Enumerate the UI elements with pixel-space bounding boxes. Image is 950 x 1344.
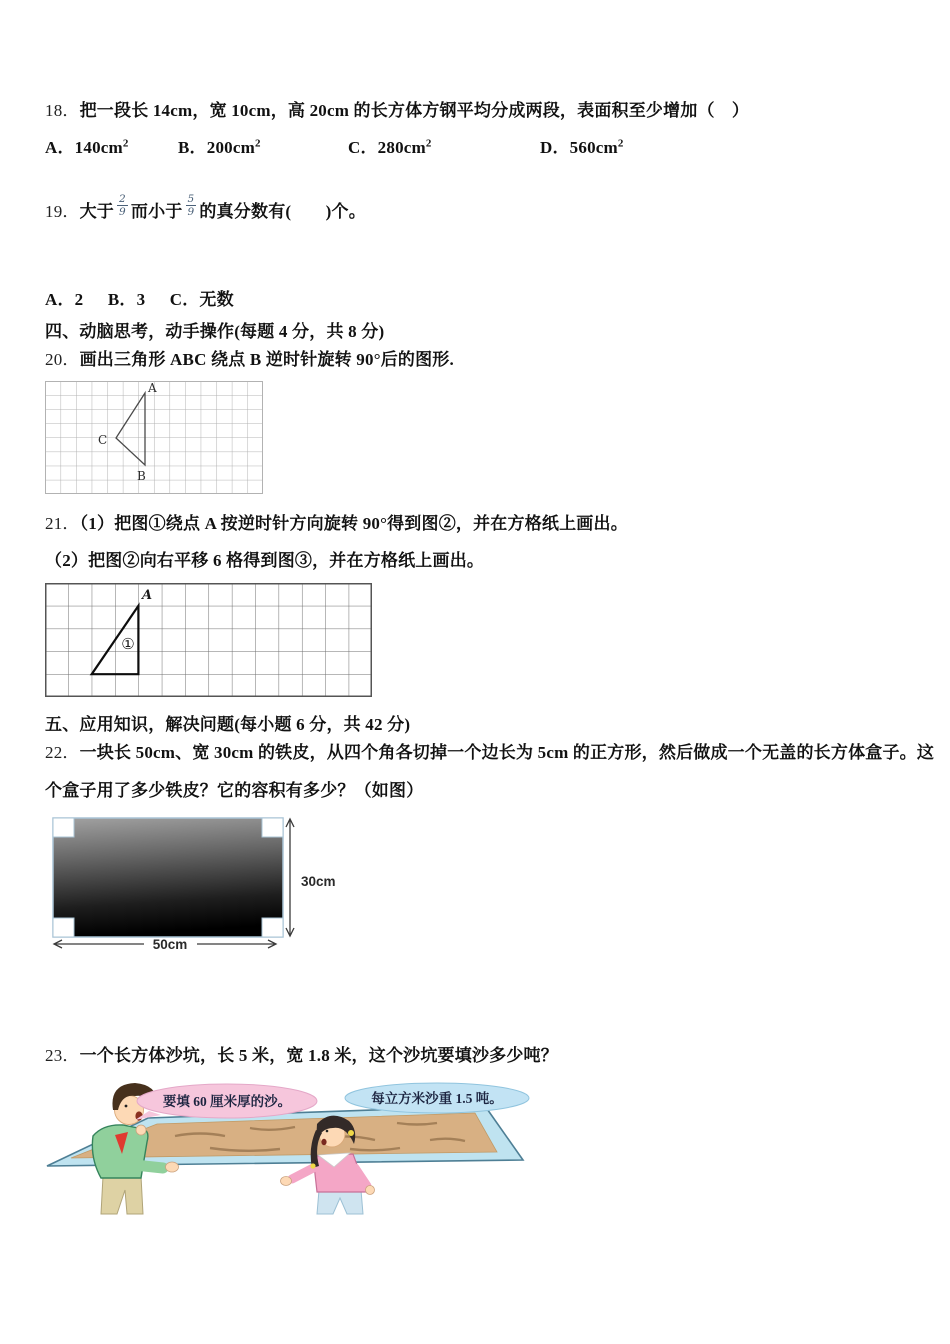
question-23-text: 一个长方体沙坑，长 5 米，宽 1.8 米，这个沙坑要填沙多少吨？ bbox=[79, 1046, 558, 1065]
option-19-b: B．3 bbox=[107, 290, 146, 309]
grid-q20 bbox=[46, 382, 263, 494]
girl-pants bbox=[317, 1190, 363, 1214]
question-23 bbox=[45, 1045, 558, 1066]
width-dimension-label: 50cm bbox=[152, 937, 188, 952]
girl-speech-bubble bbox=[345, 1083, 529, 1113]
question-19-options bbox=[45, 289, 254, 310]
corner-cutout-bottom-right bbox=[262, 918, 283, 937]
question-22-number: 22． bbox=[45, 743, 80, 762]
option-19-c: C．无数 bbox=[169, 290, 234, 309]
vertex-label-c: C bbox=[98, 433, 108, 447]
option-19-a: A．2 bbox=[45, 290, 84, 309]
girl-eye bbox=[326, 1130, 329, 1133]
boy-open-hand bbox=[166, 1162, 179, 1172]
question-23-number: 23． bbox=[45, 1046, 80, 1065]
superscript: 2 bbox=[617, 137, 624, 150]
section-5-header: 五、应用知识，解决问题(每小题 6 分，共 42 分) bbox=[45, 715, 411, 734]
boy-left-sleeve bbox=[125, 1164, 163, 1168]
option-18-c: C．$280cm^2$ bbox=[348, 137, 432, 157]
question-21-text-1: （1）把图①绕点 A 按逆时针方向旋转 90°得到图②，并在方格纸上画出。 bbox=[79, 514, 628, 533]
corner-cutout-bottom-left bbox=[53, 918, 74, 937]
point-label-a: A bbox=[142, 588, 153, 603]
sheet-metal-figure bbox=[45, 808, 355, 958]
girl-right-hand bbox=[366, 1186, 375, 1195]
corner-cutout-top-left bbox=[53, 818, 74, 837]
question-20-number: 20． bbox=[45, 350, 80, 369]
option-18-b: B．$200cm^2$ bbox=[178, 137, 261, 157]
vertex-label-b: B bbox=[137, 469, 146, 483]
question-18 bbox=[45, 100, 749, 121]
grid-figure-q21 bbox=[45, 583, 372, 697]
girl-hair-tie-right bbox=[348, 1130, 354, 1136]
girl-left-hand bbox=[281, 1177, 292, 1186]
option-18-a: A．$140cm^2$ bbox=[45, 137, 129, 157]
boy-pants bbox=[101, 1176, 143, 1214]
superscript: 2 bbox=[254, 137, 261, 150]
boy-pointing-hand bbox=[136, 1125, 146, 1135]
question-21-line-1 bbox=[45, 513, 628, 534]
question-22-line-2: 个盒子用了多少铁皮？它的容积有多少？（如图） bbox=[45, 781, 424, 800]
sandbox-cartoon-figure bbox=[45, 1078, 550, 1220]
height-dimension-label: 30cm bbox=[301, 874, 336, 889]
fraction-2-9: $\frac{2}{9}$ bbox=[119, 193, 126, 219]
height-dimension-arrow bbox=[286, 819, 294, 936]
question-20 bbox=[45, 349, 454, 370]
section-4-header: 四、动脑思考，动手操作(每题 4 分，共 8 分) bbox=[45, 322, 385, 341]
girl-hair-tie-left bbox=[310, 1163, 315, 1168]
sheet-rectangle bbox=[53, 818, 283, 937]
question-22-text-1: 一块长 50cm、宽 30cm 的铁皮，从四个角各切掉一个边长为 5cm 的正方形，然后做成一个无盖的长方体盒子。这 bbox=[79, 743, 935, 762]
option-18-d: D．$560cm^2$ bbox=[540, 137, 624, 157]
question-19-number: 19． bbox=[45, 202, 80, 221]
superscript: 2 bbox=[425, 137, 432, 150]
girl-bubble-text: 每立方米沙重 1.5 吨。 bbox=[371, 1091, 503, 1106]
fraction-5-9: $\frac{5}{9}$ bbox=[187, 193, 195, 219]
question-21-line-2: （2）把图②向右平移 6 格得到图③，并在方格纸上画出。 bbox=[45, 551, 485, 570]
grid-figure-q20 bbox=[45, 381, 263, 494]
boy-bubble-text: 要填 60 厘米厚的沙。 bbox=[162, 1094, 292, 1109]
question-18-options bbox=[45, 137, 624, 158]
question-19 bbox=[45, 193, 366, 233]
question-21-number: 21． bbox=[45, 514, 80, 533]
question-18-text: 把一段长 14cm，宽 10cm，高 20cm 的长方体方钢平均分成两段，表面积至少增加（ ） bbox=[79, 101, 750, 120]
question-19-text-mid: 而小于 bbox=[130, 202, 183, 221]
question-20-text: 画出三角形 ABC 绕点 B 逆时针旋转 90°后的图形. bbox=[79, 350, 454, 369]
question-22-line-1 bbox=[45, 742, 934, 763]
question-19-text-post: 的真分数有( )个。 bbox=[199, 202, 366, 221]
question-18-number: 18． bbox=[45, 101, 80, 120]
boy-eye bbox=[125, 1105, 128, 1108]
superscript: 2 bbox=[122, 137, 129, 150]
grid-q21 bbox=[46, 584, 372, 697]
girl-mouth bbox=[321, 1139, 326, 1145]
vertex-label-a: A bbox=[148, 381, 157, 395]
shape-1-label: ① bbox=[121, 635, 135, 653]
corner-cutout-top-right bbox=[262, 818, 283, 837]
question-19-text-pre: 大于 bbox=[79, 202, 115, 221]
